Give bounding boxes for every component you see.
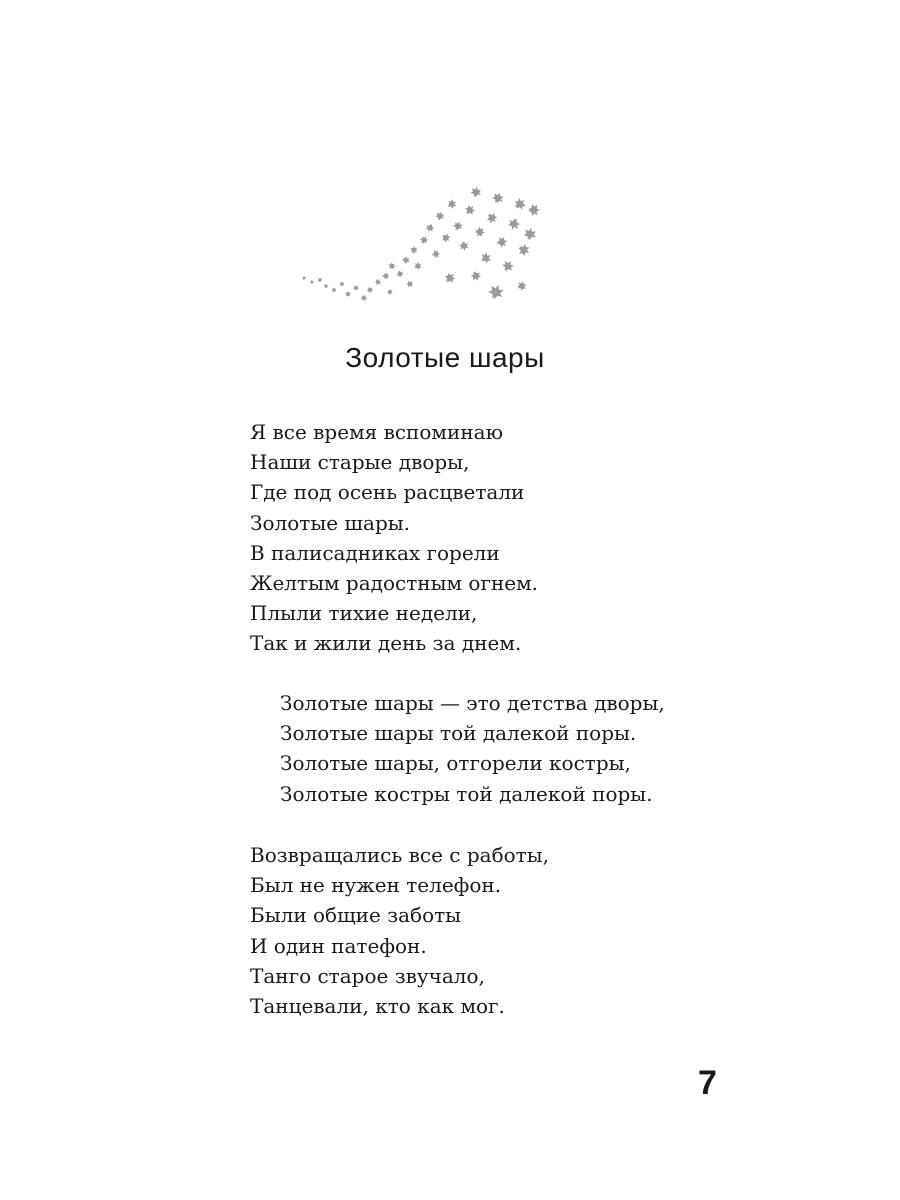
verse-line: В палисадниках горели bbox=[250, 540, 500, 565]
verse-line: Был не нужен телефон. bbox=[250, 873, 502, 898]
verse-line: Были общие заботы bbox=[250, 903, 462, 928]
chorus bbox=[280, 688, 665, 809]
verse-line: И один патефон. bbox=[250, 933, 427, 958]
verse-line: Золотые шары. bbox=[250, 510, 411, 535]
stanza-2 bbox=[250, 840, 549, 1021]
verse-line: Желтым радостным огнем. bbox=[250, 571, 539, 596]
verse-line: Танцевали, кто как мог. bbox=[250, 994, 505, 1019]
poem-title: Золотые шары bbox=[345, 342, 545, 373]
page-number: 7 bbox=[698, 1064, 717, 1102]
verse-line: Золотые костры той далекой поры. bbox=[280, 781, 653, 806]
verse-line: Я все время вспоминаю bbox=[250, 420, 503, 444]
verse-line: Золотые шары той далекой поры. bbox=[280, 721, 637, 746]
verse-line: Танго старое звучало, bbox=[250, 963, 485, 988]
verse-line: Золотые шары, отгорели костры, bbox=[280, 751, 631, 776]
verse-line: Наши старые дворы, bbox=[250, 450, 470, 475]
verse-line: Так и жили день за днем. bbox=[250, 631, 522, 656]
verse-line: Где под осень расцветали bbox=[250, 480, 525, 505]
verse-line: Плыли тихие недели, bbox=[250, 601, 478, 626]
verse-line: Возвращались все с работы, bbox=[250, 843, 549, 867]
verse-line: Золотые шары — это детства дворы, bbox=[280, 691, 665, 715]
falling-leaves-icon bbox=[290, 180, 550, 320]
stanza-1 bbox=[250, 417, 538, 659]
